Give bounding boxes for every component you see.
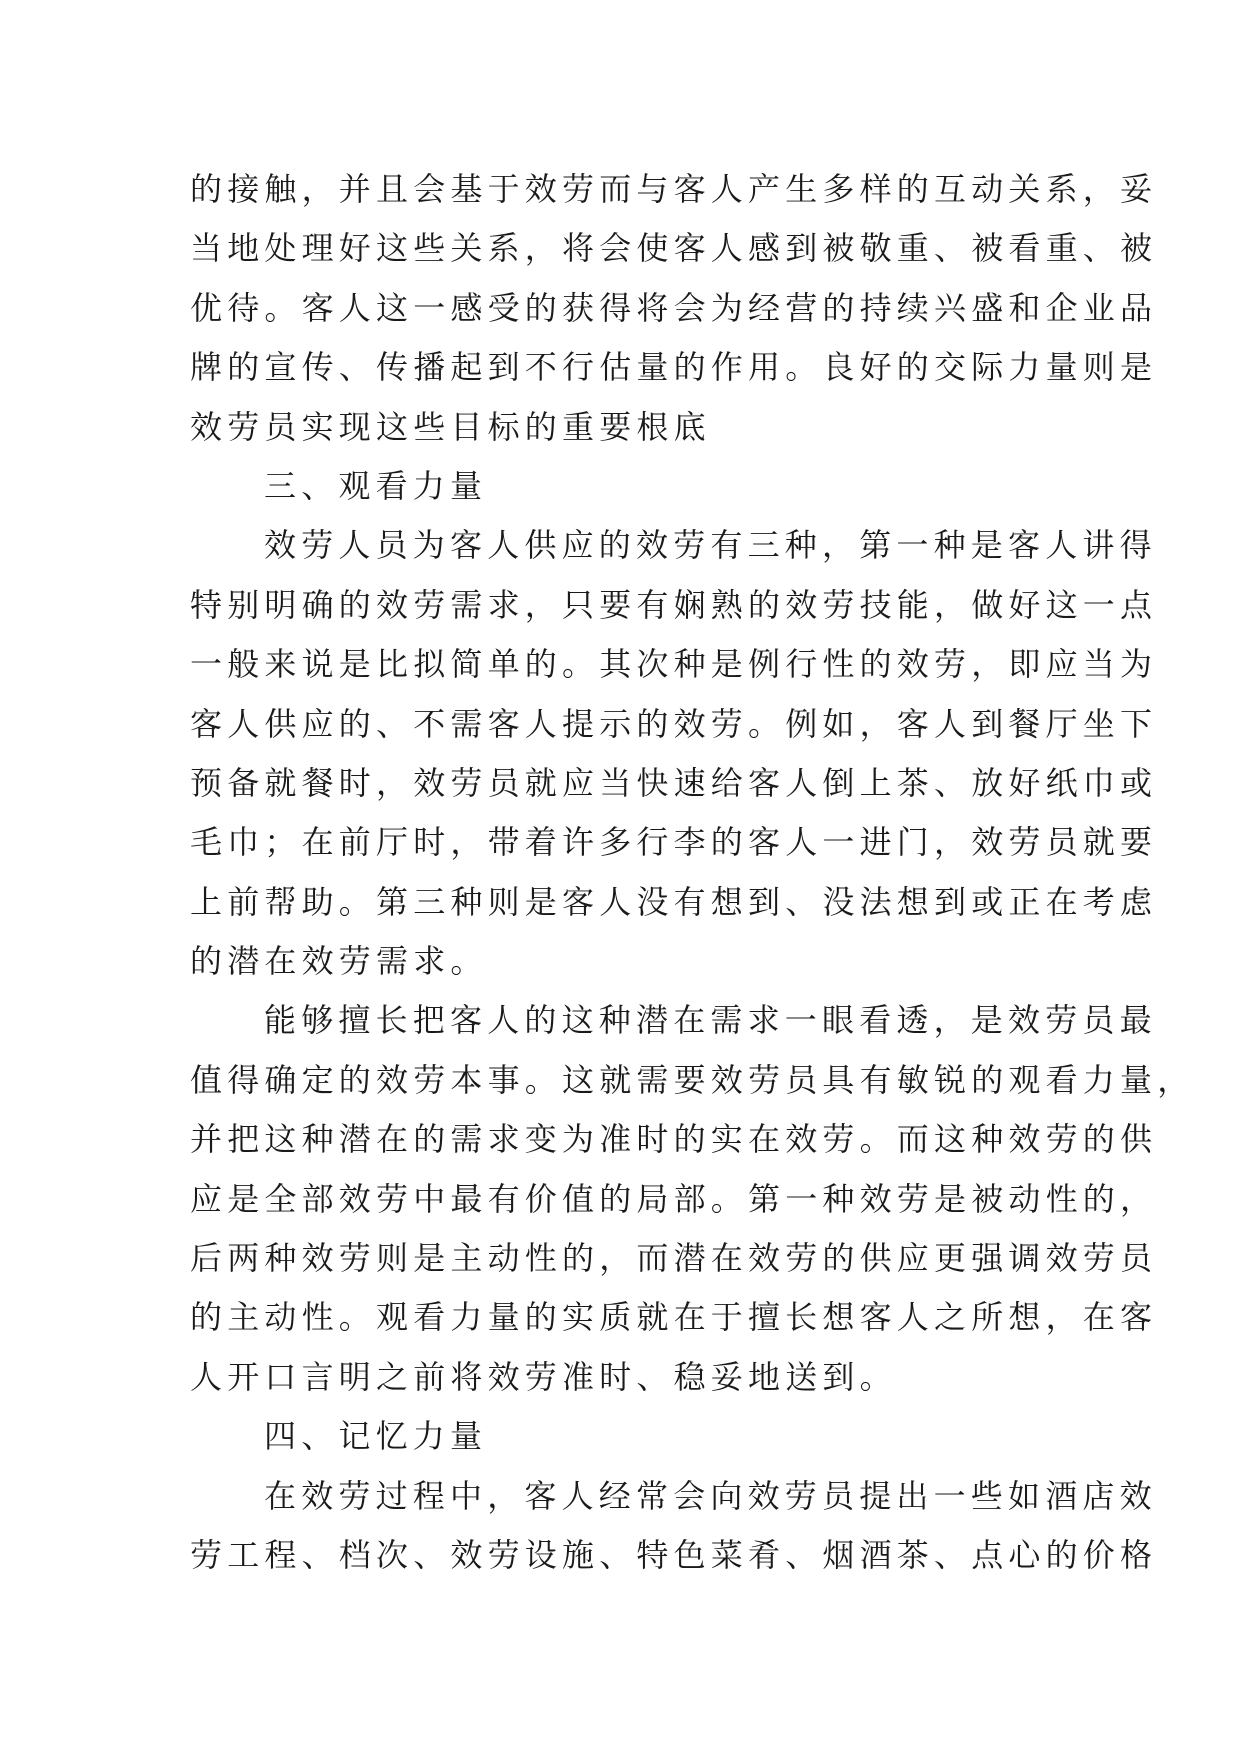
text-line: 预备就餐时，效劳员就应当快速给客人倒上茶、放好纸巾或 [190, 763, 1158, 802]
paragraph-first-line: 能够擅长把客人的这种潜在需求一眼看透，是效劳员最 [264, 1001, 1157, 1040]
text-line: 劳工程、档次、效劳设施、特色菜肴、烟酒茶、点心的价格 [190, 1535, 1158, 1574]
text-line: 的主动性。观看力量的实质就在于擅长想客人之所想，在客 [190, 1298, 1158, 1337]
text-line: 当地处理好这些关系，将会使客人感到被敬重、被看重、被 [190, 229, 1158, 268]
paragraph-first-line: 在效劳过程中，客人经常会向效劳员提出一些如酒店效 [264, 1476, 1157, 1515]
text-line: 上前帮助。第三种则是客人没有想到、没法想到或正在考虑 [190, 882, 1158, 921]
text-line: 人开口言明之前将效劳准时、稳妥地送到。 [190, 1357, 897, 1396]
text-line: 的潜在效劳需求。 [190, 942, 488, 981]
text-line: 一般来说是比拟简单的。其次种是例行性的效劳，即应当为 [190, 645, 1158, 684]
paragraph-first-line: 效劳人员为客人供应的效劳有三种，第一种是客人讲得 [264, 526, 1157, 565]
text-line: 应是全部效劳中最有价值的局部。第一种效劳是被动性的， [190, 1179, 1158, 1218]
text-line: 毛巾；在前厅时，带着许多行李的客人一进门，效劳员就要 [190, 823, 1158, 862]
text-line: 值得确定的效劳本事。这就需要效劳员具有敏锐的观看力量， [190, 1060, 1195, 1099]
text-line: 特别明确的效劳需求，只要有娴熟的效劳技能，做好这一点 [190, 585, 1158, 624]
document-body [190, 160, 1195, 1585]
section-heading: 四、记忆力量 [264, 1417, 488, 1456]
text-line: 后两种效劳则是主动性的，而潜在效劳的供应更强调效劳员 [190, 1239, 1158, 1278]
section-heading: 三、观看力量 [264, 466, 488, 505]
text-line: 牌的宣传、传播起到不行估量的作用。良好的交际力量则是 [190, 348, 1158, 387]
text-line: 并把这种潜在的需求变为准时的实在效劳。而这种效劳的供 [190, 1120, 1158, 1159]
text-line: 的接触，并且会基于效劳而与客人产生多样的互动关系，妥 [190, 170, 1158, 208]
text-line: 效劳员实现这些目标的重要根底 [190, 407, 711, 446]
text-line: 优待。客人这一感受的获得将会为经营的持续兴盛和企业品 [190, 288, 1158, 327]
text-line: 客人供应的、不需客人提示的效劳。例如，客人到餐厅坐下 [190, 704, 1158, 743]
